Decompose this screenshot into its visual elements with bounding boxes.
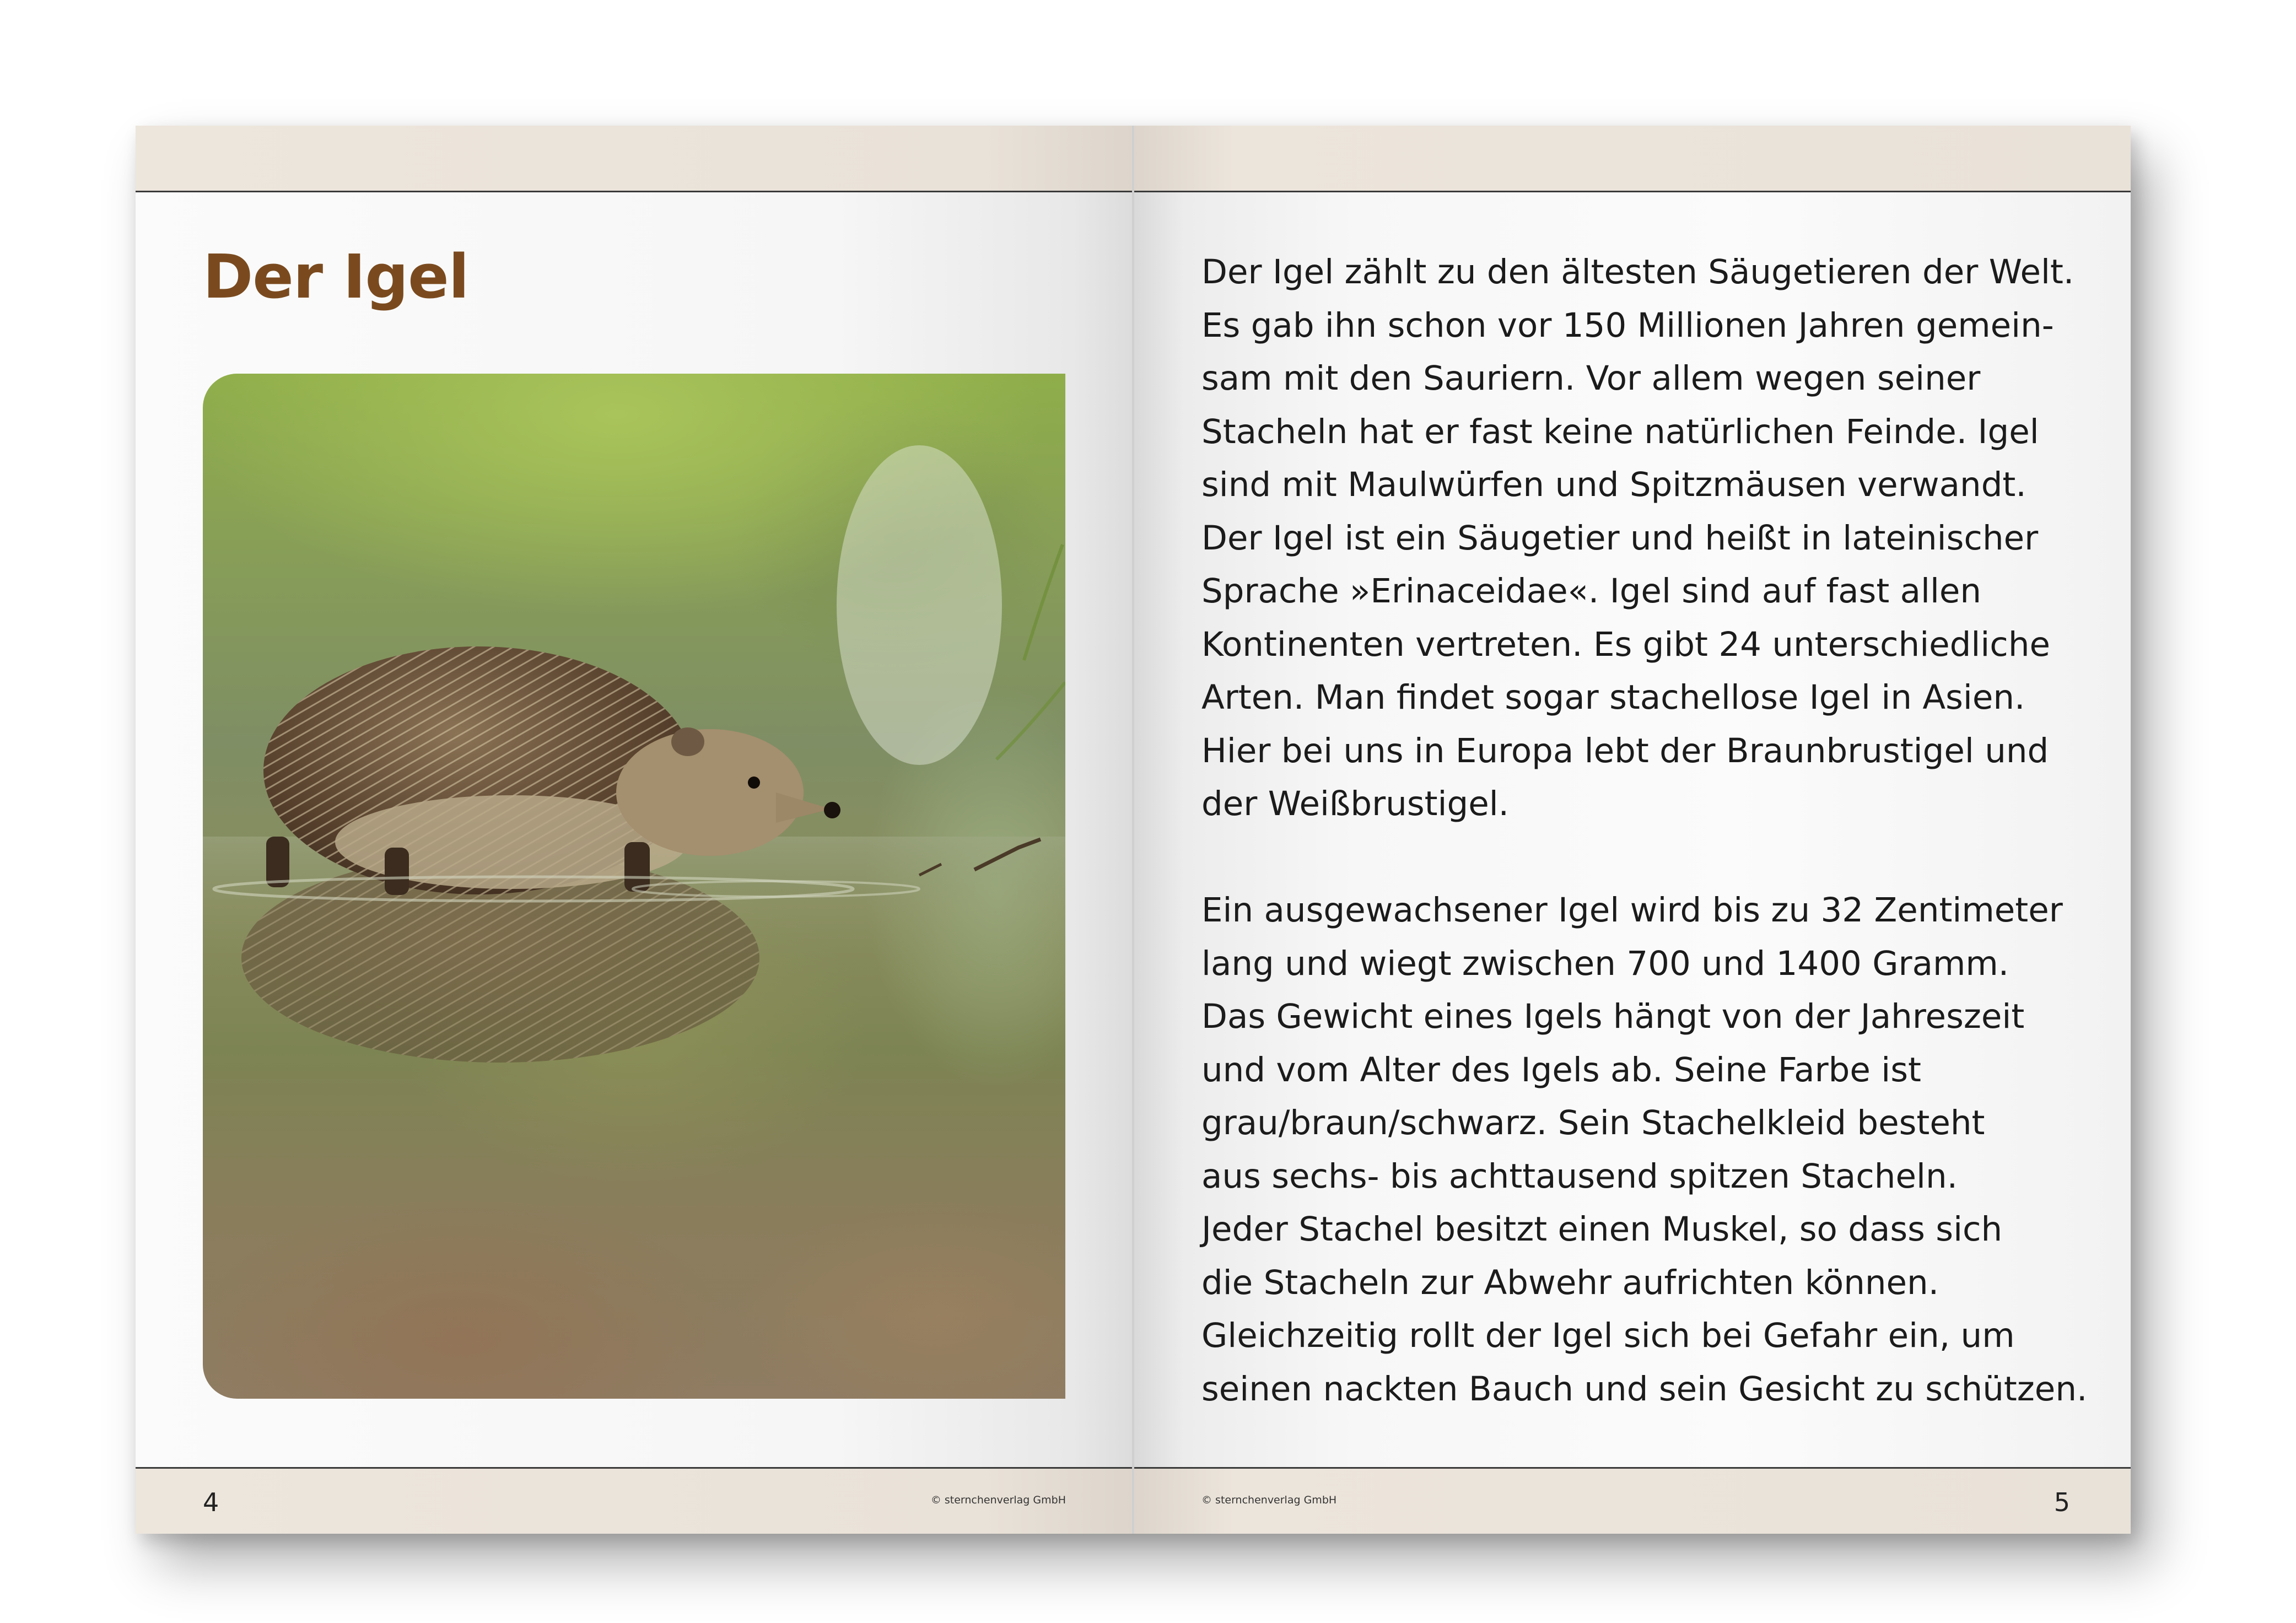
text-line: der Weißbrustigel. bbox=[1201, 784, 1510, 823]
text-line: Gleichzeitig rollt der Igel sich bei Gefahr ein, um bbox=[1201, 1316, 2015, 1355]
text-line: Hier bei uns in Europa lebt der Braunbrustigel und bbox=[1201, 731, 2049, 770]
text-line: Das Gewicht eines Igels hängt von der Jahreszeit bbox=[1201, 997, 2025, 1036]
copyright-note: © sternchenverlag GmbH bbox=[1201, 1494, 1337, 1506]
text-line: grau/braun/schwarz. Sein Stachelkleid besteht bbox=[1201, 1103, 1985, 1142]
text-line: seinen nackten Bauch und sein Gesicht zu schützen. bbox=[1201, 1369, 2088, 1409]
left-footer-band bbox=[136, 1467, 1132, 1534]
text-line: Stacheln hat er fast keine natürlichen Feinde. Igel bbox=[1201, 412, 2039, 451]
text-line: Ein ausgewachsener Igel wird bis zu 32 Zentimeter bbox=[1201, 891, 2063, 930]
text-line: Kontinenten vertreten. Es gibt 24 unterschiedliche bbox=[1201, 624, 2051, 664]
text-line: und vom Alter des Igels ab. Seine Farbe ist bbox=[1201, 1050, 1921, 1090]
page-number: 5 bbox=[2054, 1487, 2070, 1517]
text-line: sam mit den Sauriern. Vor allem wegen seiner bbox=[1201, 359, 1981, 398]
body-text bbox=[1201, 246, 2088, 1469]
right-footer-band bbox=[1134, 1467, 2131, 1534]
text-line: aus sechs- bis achttausend spitzen Stacheln. bbox=[1201, 1156, 1958, 1196]
text-line: Jeder Stachel besitzt einen Muskel, so dass sich bbox=[1201, 1210, 2003, 1249]
text-line: sind mit Maulwürfen und Spitzmäusen verwandt. bbox=[1201, 465, 2026, 504]
paragraph bbox=[1201, 246, 2083, 831]
text-line: Es gab ihn schon vor 150 Millionen Jahren gemein- bbox=[1201, 305, 2054, 345]
copyright-note: © sternchenverlag GmbH bbox=[930, 1494, 1066, 1506]
right-header-band bbox=[1134, 126, 2131, 192]
page-title: Der Igel bbox=[203, 241, 469, 312]
text-line: Arten. Man findet sogar stachellose Igel in Asien. bbox=[1201, 678, 2025, 717]
text-line: Der Igel ist ein Säugetier und heißt in lateinischer bbox=[1201, 518, 2039, 558]
book-spread bbox=[136, 126, 2131, 1534]
text-line: Sprache »Erinaceidae«. Igel sind auf fast allen bbox=[1201, 571, 1982, 611]
left-header-band bbox=[136, 126, 1132, 192]
right-page bbox=[1134, 126, 2131, 1534]
text-line: Der Igel zählt zu den ältesten Säugetieren der Welt. bbox=[1201, 252, 2074, 292]
hedgehog-photo bbox=[203, 374, 1065, 1399]
text-line: lang und wiegt zwischen 700 und 1400 Gramm. bbox=[1201, 943, 2009, 983]
left-page bbox=[136, 126, 1132, 1534]
paragraph bbox=[1201, 884, 2088, 1416]
text-line: die Stacheln zur Abwehr aufrichten können. bbox=[1201, 1263, 1939, 1302]
page-number: 4 bbox=[203, 1487, 219, 1517]
